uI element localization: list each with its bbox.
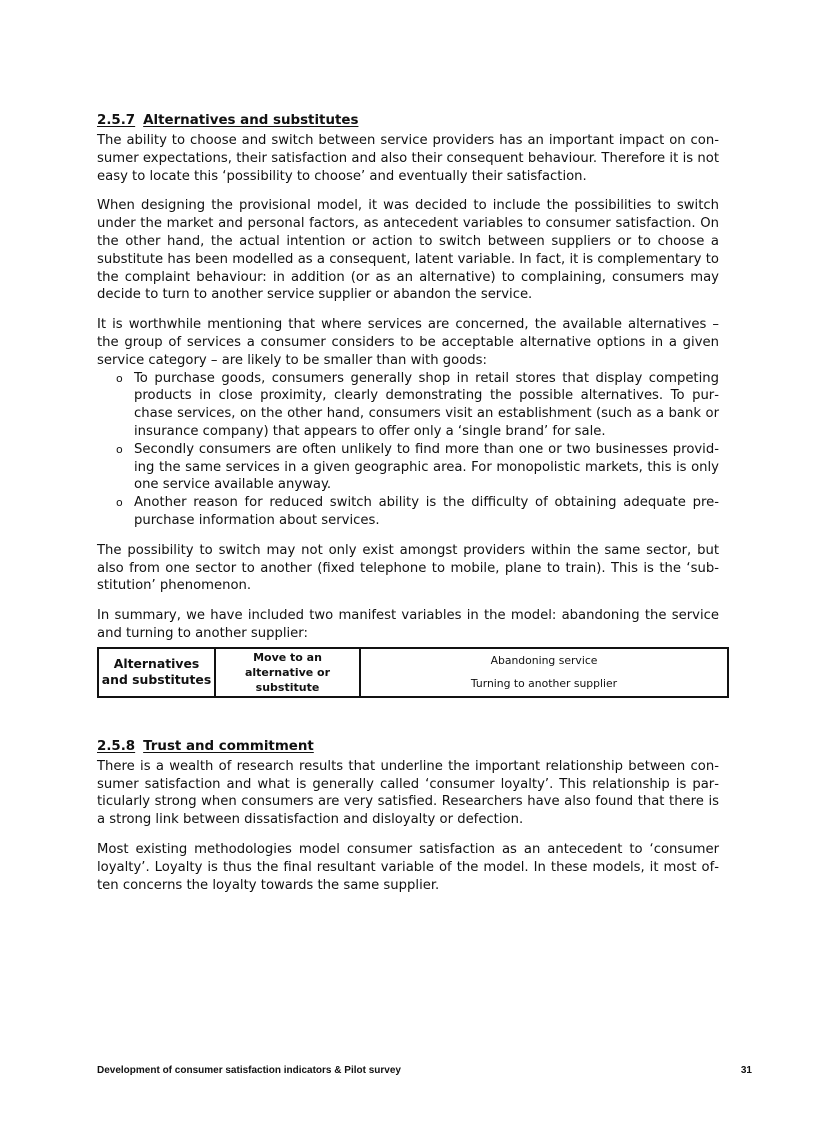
section-heading-2-5-7 xyxy=(97,112,719,130)
list-item xyxy=(116,370,719,441)
list-item xyxy=(116,441,719,494)
footer-document-title: Development of consumer satisfaction indicators & Pilot survey xyxy=(97,1065,401,1076)
paragraph-summary: In summary, we have included two manifest variables in the model: abandoning the service and turning to another supplier: xyxy=(97,608,719,641)
latent-variable-cell: Move to an alternative or substitute xyxy=(215,648,360,697)
list-item-text: To purchase goods, consumers generally shop in retail stores that display competing products in close proximity, clearly demonstrating the possible alternatives. To purchase services, on the other hand, consumers visit an establishment (such as a bank or insurance company) that appears to offer only a ‘single brand’ for sale. xyxy=(134,370,719,439)
paragraph-substitution: The possibility to switch may not only exist amongst providers within the same sector, but also from one sector to another (fixed telephone to mobile, plane to train). This is the ‘substitution’ phenomenon. xyxy=(97,542,719,594)
section-title: Alternatives and substitutes xyxy=(143,113,359,128)
list-item-text: Another reason for reduced switch ability is the difficulty of obtaining adequate pre-purchase information about services. xyxy=(134,495,719,528)
paragraph-provisional-model: When designing the provisional model, it was decided to include the possibilities to switch under the market and personal factors, as antecedent variables to consumer satisfaction. On the other hand, the actual intention or action to switch between suppliers or to choose a substitute has been modelled as a consequent, latent variable. In fact, it is complementary to the complaint behaviour: in addition (or as an alternative) to complaining, consumers may decide to turn to another service supplier or abandon the service. xyxy=(97,198,719,303)
variables-table xyxy=(97,647,729,698)
list-item-text: Secondly consumers are often unlikely to find more than one or two businesses providing the same services in a given geographic area. For monopolistic markets, this is only one service available anyway. xyxy=(134,441,719,493)
bullet-circle-icon: o xyxy=(116,442,123,456)
paragraph-loyalty-models: Most existing methodologies model consumer satisfaction as an antecedent to ‘consumer loyalty’. Loyalty is thus the final resultant variable of the model. In these models, it most often concerns the loyalty towards the same supplier. xyxy=(97,841,719,893)
section-number: 2.5.7 xyxy=(97,113,136,128)
variable-category-cell: Alternatives and substitutes xyxy=(98,648,215,697)
section-heading-2-5-8 xyxy=(97,738,719,756)
document-body xyxy=(97,112,719,906)
bullet-list-alternatives xyxy=(97,370,719,530)
manifest-variable-cell: Abandoning service xyxy=(360,648,728,673)
bullet-circle-icon: o xyxy=(116,371,123,385)
paragraph-alternatives-services: It is worthwhile mentioning that where services are concerned, the available alternatives – the group of services a consumer considers to be acceptable alternative options in a given service category – are likely to be smaller than with goods: xyxy=(97,317,719,368)
table-row xyxy=(98,648,728,673)
paragraph-loyalty-research: There is a wealth of research results that underline the important relationship between consumer satisfaction and what is generally called ‘consumer loyalty’. This relationship is particularly strong when consumers are very satisfied. Researchers have also found that there is a strong link between dissatisfaction and disloyalty or defection. xyxy=(97,758,719,828)
manifest-variable-cell: Turning to another supplier xyxy=(360,672,728,697)
list-item xyxy=(116,494,719,530)
section-number: 2.5.8 xyxy=(97,738,136,754)
paragraph-choice-ability: The ability to choose and switch between service providers has an important impact on consumer expectations, their satisfaction and also their consequent behaviour. Therefore it is not easy to locate this ‘possibility to choose’ and eventually their satisfaction. xyxy=(97,133,719,184)
section-title: Trust and commitment xyxy=(143,738,314,754)
bullet-circle-icon: o xyxy=(116,496,123,510)
page-footer xyxy=(97,1065,752,1076)
page-number: 31 xyxy=(740,1065,752,1076)
